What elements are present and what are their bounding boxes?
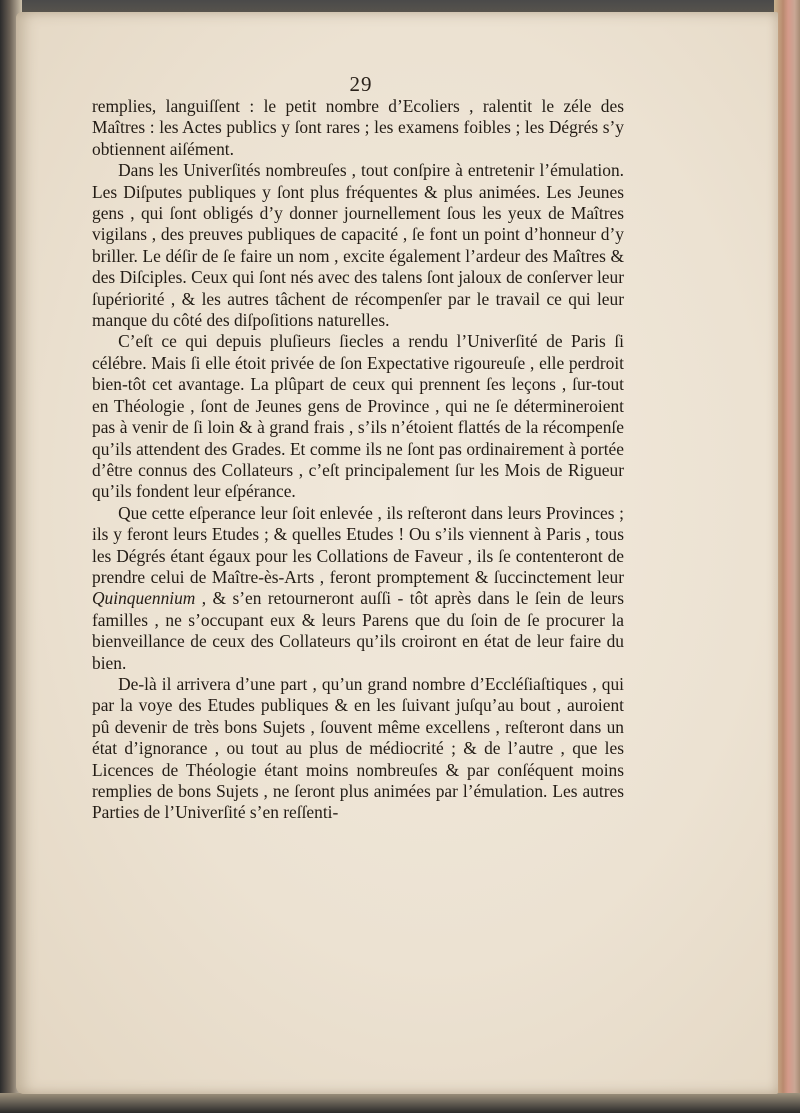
paragraph-text: C’eſt ce qui depuis pluſieurs ſiecles a rendu l’Univerſité de Paris ſi célébre. Mais ſi elle étoit privée de ſon Expectative rigoureuſe , elle perdroit bien-tôt cet avantage. La plûpart de ceux qui prennent ſes leçons , ſur-tout en Théologie , ſont de Jeunes gens de Province , qui ne ſe détermineroient pas à venir de ſi loin & à grand frais , s’ils n’étoient flattés de la récompenſe qu’ils attendent des Grades. Et comme ils ne ſont pas ordinairement à portée d’être connus des Collateurs , c’eſt principalement ſur les Mois de Rigueur qu’ils fondent leur eſpérance. bbox=[92, 331, 624, 502]
paragraph bbox=[92, 674, 624, 824]
book-page bbox=[16, 12, 778, 1094]
paragraph bbox=[92, 160, 624, 331]
paragraph-text: Que cette eſperance leur ſoit enlevée , ils reſteront dans leurs Provinces ; ils y feront leurs Etudes ; & quelles Etudes ! Ou s’ils viennent à Paris , tous les Dégrés étant égaux pour les Collations de Faveur , ils ſe contenteront de prendre celui de Maître-ès-Arts , feront promptement & ſuccinctement leur bbox=[92, 502, 624, 587]
paragraph-text: Dans les Univerſités nombreuſes , tout conſpire à entretenir l’émulation. Les Diſputes publiques y ſont plus fréquentes & plus animées. Les Jeunes gens , qui ſont obligés d’y donner journellement ſous les yeux de Maîtres vigilans , des preuves publiques de capacité , ſe font un point d’honneur d’y briller. Le déſir de ſe faire un nom , excite également l’ardeur des Maîtres & des Diſciples. Ceux qui ſont nés avec des talens ſont jaloux de conſerver leur ſupériorité , & les autres tâchent de récompenſer par le travail ce qui leur manque du côté des diſpoſitions naturelles. bbox=[92, 160, 624, 331]
paragraph bbox=[92, 503, 624, 674]
italic-term: Quinquennium bbox=[92, 588, 196, 609]
paragraph bbox=[92, 331, 624, 502]
book-bottom-edge bbox=[0, 1093, 800, 1113]
paragraph bbox=[92, 96, 624, 160]
paragraph-text: remplies, languiſſent : le petit nombre d’Ecoliers , ralentit le zéle des Maîtres : les Actes publics y ſont rares ; les examens foibles ; les Dégrés s’y obtiennent aiſément. bbox=[92, 96, 624, 159]
paragraph-text: De-là il arrivera d’une part , qu’un grand nombre d’Eccléſiaſtiques , qui par la voye des Etudes publiques & en les ſuivant juſqu’au bout , auroient pû devenir de très bons Sujets , ſouvent même excellens , reſteront dans un état d’ignorance , ou tout au plus de médiocrité ; & de l’autre , que les Licences de Théologie étant moins nombreuſes & par conſéquent moins remplies de bons Sujets , ne ſeront plus animées par l’émulation. Les autres Parties de l’Univerſité s’en reſſenti- bbox=[92, 673, 624, 823]
page-number: 29 bbox=[349, 72, 373, 96]
paragraph-text: , & s’en retourneront auſſi - tôt après dans le ſein de leurs familles , ne s’occupant eux & leurs Parens que du ſoin de ſe procurer la bienveillance de ceux des Collateurs qu’ils croiront en état de leur faire du bien. bbox=[92, 588, 624, 673]
page-text bbox=[92, 96, 624, 824]
